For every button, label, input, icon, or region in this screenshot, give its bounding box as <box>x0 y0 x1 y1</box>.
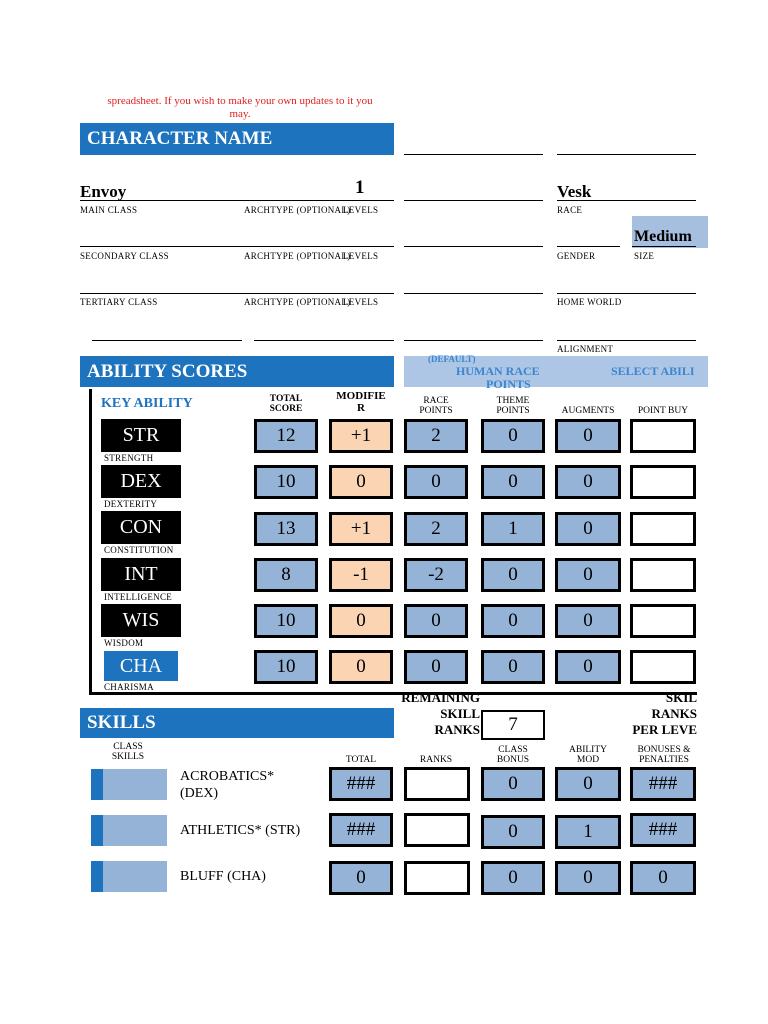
race-points-header-b: POINTS <box>419 406 453 416</box>
ability-con-badge[interactable]: CON <box>101 511 181 544</box>
row4-line-1 <box>92 340 242 341</box>
row2-mid-line <box>404 246 543 247</box>
ability-scores-banner <box>80 356 394 387</box>
per-level-label-b: RANKS <box>651 706 697 721</box>
dex-total-score: 10 <box>254 465 318 499</box>
total-score-header-a: TOTAL <box>269 394 303 404</box>
race-label: RACE <box>557 205 583 215</box>
dex-race-points[interactable]: 0 <box>404 465 468 499</box>
theme-points-header-b: POINTS <box>496 406 530 416</box>
con-modifier: +1 <box>329 512 393 546</box>
class-skills-header-b: SKILLS <box>111 752 145 762</box>
str-point-buy[interactable] <box>630 419 696 453</box>
ability-str-badge[interactable]: STR <box>101 419 181 452</box>
athletics-skill-name: ATHLETICS* (STR) <box>180 823 301 838</box>
notice-text <box>80 95 400 121</box>
acrobatics-class-bonus: 0 <box>481 767 545 801</box>
skills-title: SKILLS <box>87 712 156 733</box>
athletics-total: ### <box>329 813 393 847</box>
modifier-header-a: MODIFIE <box>336 390 386 402</box>
bonuses-penalties-header <box>630 745 698 765</box>
ability-con-name: CONSTITUTION <box>104 545 174 555</box>
race-line <box>557 200 696 201</box>
class-bonus-header <box>481 745 545 765</box>
wis-race-points[interactable]: 0 <box>404 604 468 638</box>
ability-int-name: INTELLIGENCE <box>104 592 173 602</box>
skills-banner <box>80 708 394 738</box>
home-world-line <box>557 293 696 294</box>
total-score-header <box>254 394 318 414</box>
per-level-label-c: PER LEVE <box>632 722 697 737</box>
cha-augments[interactable]: 0 <box>555 650 621 684</box>
dex-augments[interactable]: 0 <box>555 465 621 499</box>
wis-total-score: 10 <box>254 604 318 638</box>
int-modifier: -1 <box>329 558 393 592</box>
character-name-banner <box>80 123 394 155</box>
wis-augments[interactable]: 0 <box>555 604 621 638</box>
int-total-score: 8 <box>254 558 318 592</box>
levels-3-label: LEVELS <box>343 297 379 307</box>
bluff-class-skill-marker <box>91 861 103 892</box>
point-buy-header: POINT BUY <box>637 406 689 416</box>
row3-mid-line <box>404 293 543 294</box>
tertiary-class-label: TERTIARY CLASS <box>80 297 158 307</box>
secondary-class-label: SECONDARY CLASS <box>80 251 169 261</box>
int-theme-points[interactable]: 0 <box>481 558 545 592</box>
remaining-label-b: SKILL <box>440 706 480 721</box>
athletics-class-bonus: 0 <box>481 815 545 849</box>
acrobatics-ability-mod: 0 <box>555 767 621 801</box>
size-line <box>632 246 696 247</box>
home-world-label: HOME WORLD <box>557 297 622 307</box>
athletics-ability-mod: 1 <box>555 815 621 849</box>
acrobatics-total: ### <box>329 767 393 801</box>
dex-theme-points[interactable]: 0 <box>481 465 545 499</box>
acrobatics-class-skill-toggle[interactable] <box>103 769 167 800</box>
character-name-line-1 <box>404 154 543 155</box>
main-class-value[interactable]: Envoy <box>80 182 127 201</box>
levels-2-label: LEVELS <box>343 251 379 261</box>
skill-total-header: TOTAL <box>345 755 377 765</box>
levels-1-label: LEVELS <box>343 205 379 215</box>
con-point-buy[interactable] <box>630 512 696 546</box>
bluff-skill-name: BLUFF (CHA) <box>180 869 266 884</box>
archtype-3-label: ARCHTYPE (OPTIONAL) <box>244 297 351 307</box>
athletics-ranks[interactable] <box>404 813 470 847</box>
con-total-score: 13 <box>254 512 318 546</box>
athletics-bonuses[interactable]: ### <box>630 813 696 847</box>
row4-line-3 <box>404 340 543 341</box>
bonuses-header-b: PENALTIES <box>639 755 689 765</box>
ability-scores-title: ABILITY SCORES <box>87 360 248 382</box>
row1-mid-line <box>404 200 543 201</box>
wis-theme-points[interactable]: 0 <box>481 604 545 638</box>
acrobatics-bonuses[interactable]: ### <box>630 767 696 801</box>
notice-line-1: spreadsheet. If you wish to make your own updates to it you <box>107 95 373 107</box>
con-race-points[interactable]: 2 <box>404 512 468 546</box>
human-race-points-label: POINTS <box>486 377 531 391</box>
character-name-title: CHARACTER NAME <box>87 128 273 149</box>
str-total-score: 12 <box>254 419 318 453</box>
human-race-label: HUMAN RACE <box>456 364 540 378</box>
acrobatics-class-skill-marker <box>91 769 103 800</box>
cha-theme-points[interactable]: 0 <box>481 650 545 684</box>
athletics-class-skill-marker <box>91 815 103 846</box>
cha-race-points[interactable]: 0 <box>404 650 468 684</box>
size-value: Medium <box>634 228 692 245</box>
str-augments[interactable]: 0 <box>555 419 621 453</box>
class-bonus-header-b: BONUS <box>496 755 530 765</box>
total-score-header-b: SCORE <box>269 404 303 414</box>
str-theme-points[interactable]: 0 <box>481 419 545 453</box>
notice-line-2: may. <box>229 108 251 120</box>
size-label: SIZE <box>634 251 655 261</box>
acrobatics-name-line-2: (DEX) <box>180 786 219 801</box>
class-skills-header-a: CLASS <box>113 742 143 752</box>
ability-wis-badge[interactable]: WIS <box>101 604 181 637</box>
acrobatics-skill-name <box>180 768 274 802</box>
str-race-points[interactable]: 2 <box>404 419 468 453</box>
acrobatics-name-line-1: ACROBATICS* <box>180 769 275 784</box>
remaining-skill-ranks-label <box>392 690 480 740</box>
class-skills-header <box>98 742 158 762</box>
theme-points-header-a: THEME <box>496 396 530 406</box>
modifier-header-b: R <box>357 402 365 414</box>
str-modifier: +1 <box>329 419 393 453</box>
archtype-2-label: ARCHTYPE (OPTIONAL) <box>244 251 351 261</box>
acrobatics-ranks[interactable] <box>404 767 470 801</box>
con-augments[interactable]: 0 <box>555 512 621 546</box>
bonuses-header-a: BONUSES & <box>637 745 691 755</box>
con-theme-points[interactable]: 1 <box>481 512 545 546</box>
tertiary-class-line <box>80 293 394 294</box>
alignment-label: ALIGNMENT <box>557 344 614 354</box>
remaining-label-c: RANKS <box>434 722 480 737</box>
human-race-default-label: (DEFAULT) <box>428 354 476 364</box>
cha-modifier: 0 <box>329 650 393 684</box>
race-points-header <box>404 396 468 416</box>
main-class-line <box>80 200 394 201</box>
cha-total-score: 10 <box>254 650 318 684</box>
int-point-buy[interactable] <box>630 558 696 592</box>
ability-cha-badge[interactable]: CHA <box>104 651 178 681</box>
bluff-ability-mod: 0 <box>555 861 621 895</box>
select-ability-label: SELECT ABILI <box>611 364 695 378</box>
bluff-total: 0 <box>329 861 393 895</box>
remaining-label-a: REMAINING <box>401 690 480 705</box>
ability-mod-header-a: ABILITY <box>569 745 607 755</box>
ability-cha-name: CHARISMA <box>104 682 154 692</box>
augments-header: AUGMENTS <box>561 406 615 416</box>
cha-point-buy[interactable] <box>630 650 696 684</box>
race-points-header-a: RACE <box>423 396 449 406</box>
main-class-label: MAIN CLASS <box>80 205 138 215</box>
bluff-class-bonus: 0 <box>481 861 545 895</box>
remaining-skill-ranks-value: 7 <box>481 710 545 740</box>
human-race-points-banner[interactable] <box>404 354 708 391</box>
secondary-class-line <box>80 246 394 247</box>
class-bonus-header-a: CLASS <box>498 745 528 755</box>
skill-ranks-header: RANKS <box>419 755 453 765</box>
ability-int-badge[interactable]: INT <box>101 558 181 591</box>
character-name-line-2 <box>557 154 696 155</box>
bluff-bonuses[interactable]: 0 <box>630 861 696 895</box>
gender-label: GENDER <box>557 251 596 261</box>
skill-ranks-per-level-label <box>610 690 697 740</box>
race-value[interactable]: Vesk <box>557 182 592 201</box>
per-level-label-a: SKIL <box>665 690 697 705</box>
wis-point-buy[interactable] <box>630 604 696 638</box>
ability-mod-header-b: MOD <box>576 755 600 765</box>
dex-modifier: 0 <box>329 465 393 499</box>
bluff-ranks[interactable] <box>404 861 470 895</box>
archtype-1-label: ARCHTYPE (OPTIONAL) <box>244 205 351 215</box>
ability-dex-name: DEXTERITY <box>104 499 158 509</box>
gender-line <box>557 246 620 247</box>
wis-modifier: 0 <box>329 604 393 638</box>
int-augments[interactable]: 0 <box>555 558 621 592</box>
ability-str-name: STRENGTH <box>104 453 154 463</box>
bluff-class-skill-toggle[interactable] <box>103 861 167 892</box>
ability-wis-name: WISDOM <box>104 638 144 648</box>
modifier-header <box>329 390 393 414</box>
key-ability-label: KEY ABILITY <box>101 396 193 411</box>
dex-point-buy[interactable] <box>630 465 696 499</box>
main-levels-value[interactable]: 1 <box>355 177 365 198</box>
ability-mod-header <box>555 745 621 765</box>
athletics-class-skill-toggle[interactable] <box>103 815 167 846</box>
ability-dex-badge[interactable]: DEX <box>101 465 181 498</box>
int-race-points[interactable]: -2 <box>404 558 468 592</box>
alignment-line <box>557 340 696 341</box>
theme-points-header <box>481 396 545 416</box>
row4-line-2 <box>254 340 394 341</box>
